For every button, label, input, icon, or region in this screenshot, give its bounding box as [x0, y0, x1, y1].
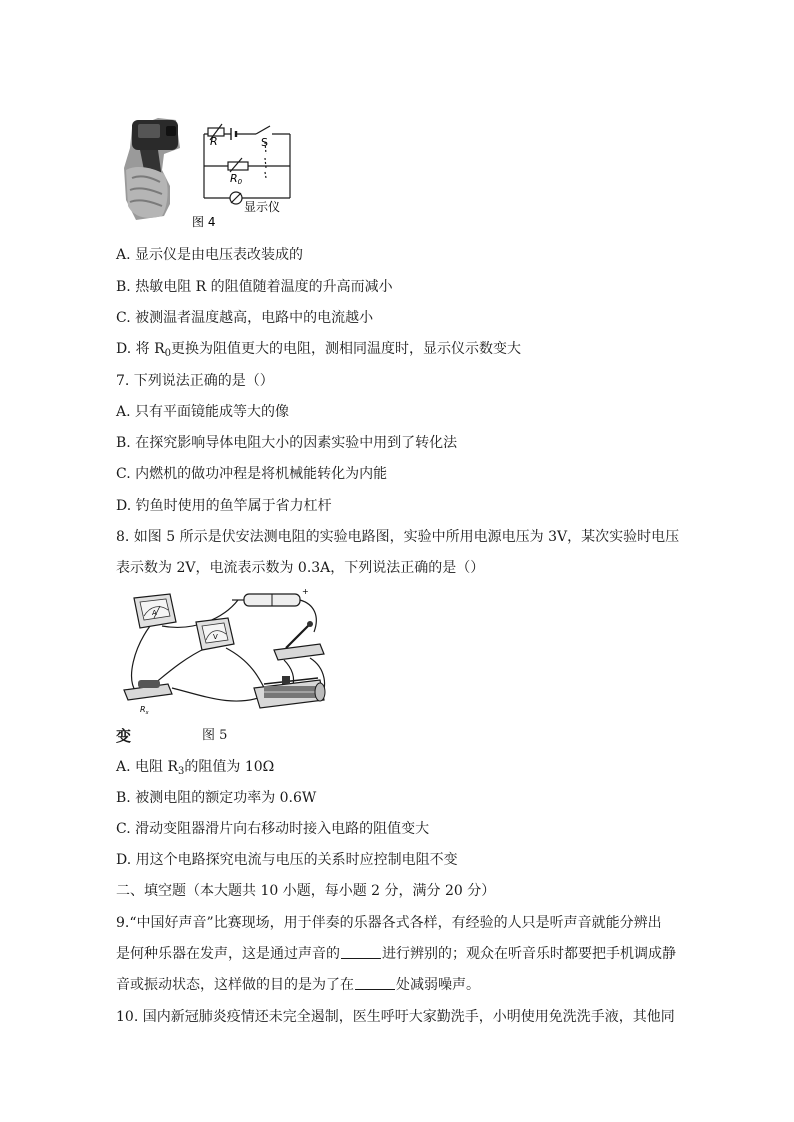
- q9-line1: 9.“中国好声音”比赛现场，用于伴奏的乐器各式各样，有经验的人只是听声音就能分辨出: [116, 915, 662, 931]
- figure-5-caption: 图 5: [202, 728, 228, 743]
- rheostat: [254, 676, 325, 708]
- voltmeter: [196, 618, 234, 650]
- stray-char: 变: [116, 727, 132, 745]
- q7-stem: 7. 下列说法正确的是（）: [116, 373, 274, 389]
- q9-line2: 是何种乐器在发声，这是通过声音的 进行辨别的；观众在听音乐时都要把手机调成静: [116, 946, 676, 962]
- q10-line1: 10. 国内新冠肺炎疫情还未完全遏制，医生呼吁大家勤洗手，小明使用免洗洗手液，其他同: [116, 1009, 675, 1025]
- label-r: R: [210, 135, 218, 148]
- battery-plus-label: +: [302, 588, 309, 596]
- thermometer-gun-photo: [124, 118, 180, 220]
- q8-option-b: B. 被测电阻的额定功率为 0.6W: [116, 790, 317, 806]
- q7-option-a: A. 只有平面镜能成等大的像: [116, 404, 290, 420]
- q7-option-c: C. 内燃机的做功冲程是将机械能转化为内能: [116, 466, 388, 482]
- q8-stem-line1: 8. 如图 5 所示是伏安法测电阻的实验电路图，实验中所用电源电压为 3V，某次实验时电压: [116, 529, 680, 545]
- q9-blank-2[interactable]: [355, 977, 395, 990]
- q8-option-d: D. 用这个电路探究电流与电压的关系时应控制电阻不变: [116, 852, 458, 868]
- figure-5: [114, 588, 336, 720]
- label-r0: R0: [230, 172, 243, 186]
- q7-option-d: D. 钓鱼时使用的鱼竿属于省力杠杆: [116, 498, 332, 514]
- voltmeter-label: V: [213, 633, 218, 641]
- resistor-rx: [124, 680, 172, 716]
- q6-option-c: C. 被测温者温度越高，电路中的电流越小: [116, 310, 374, 326]
- q8-option-a: A. 电阻 $R_3$的阻值为 10Ω: [116, 759, 275, 777]
- q6-option-d: D. 将 $R_0$更换为阻值更大的电阻，测相同温度时，显示仪示数变大: [116, 341, 521, 359]
- label-s: S: [261, 136, 268, 149]
- ammeter: [134, 594, 176, 628]
- label-display: 显示仪: [244, 200, 281, 214]
- q6-option-b: B. 热敏电阻 R 的阻值随着温度的升高而减小: [116, 279, 393, 295]
- q9-line3: 音或振动状态，这样做的目的是为了在 处减弱噪声。: [116, 977, 480, 993]
- section-2-heading: 二、填空题（本大题共 10 小题，每小题 2 分，满分 20 分）: [116, 883, 496, 899]
- figure-4-caption: 图 4: [192, 215, 216, 229]
- q7-option-b: B. 在探究影响导体电阻大小的因素实验中用到了转化法: [116, 435, 458, 451]
- ammeter-label: A: [152, 609, 157, 617]
- q6-option-a: A. 显示仪是由电压表改装成的: [116, 247, 304, 263]
- label-rx: $R_x$: [140, 705, 149, 716]
- knife-switch: [274, 621, 324, 660]
- figure-4: [118, 108, 298, 230]
- q8-stem-line2: 表示数为 2V，电流表示数为 0.3A，下列说法正确的是（）: [116, 560, 485, 576]
- battery: [244, 588, 309, 606]
- q8-option-c: C. 滑动变阻器滑片向右移动时接入电路的阻值变大: [116, 821, 430, 837]
- q9-blank-1[interactable]: [341, 946, 381, 959]
